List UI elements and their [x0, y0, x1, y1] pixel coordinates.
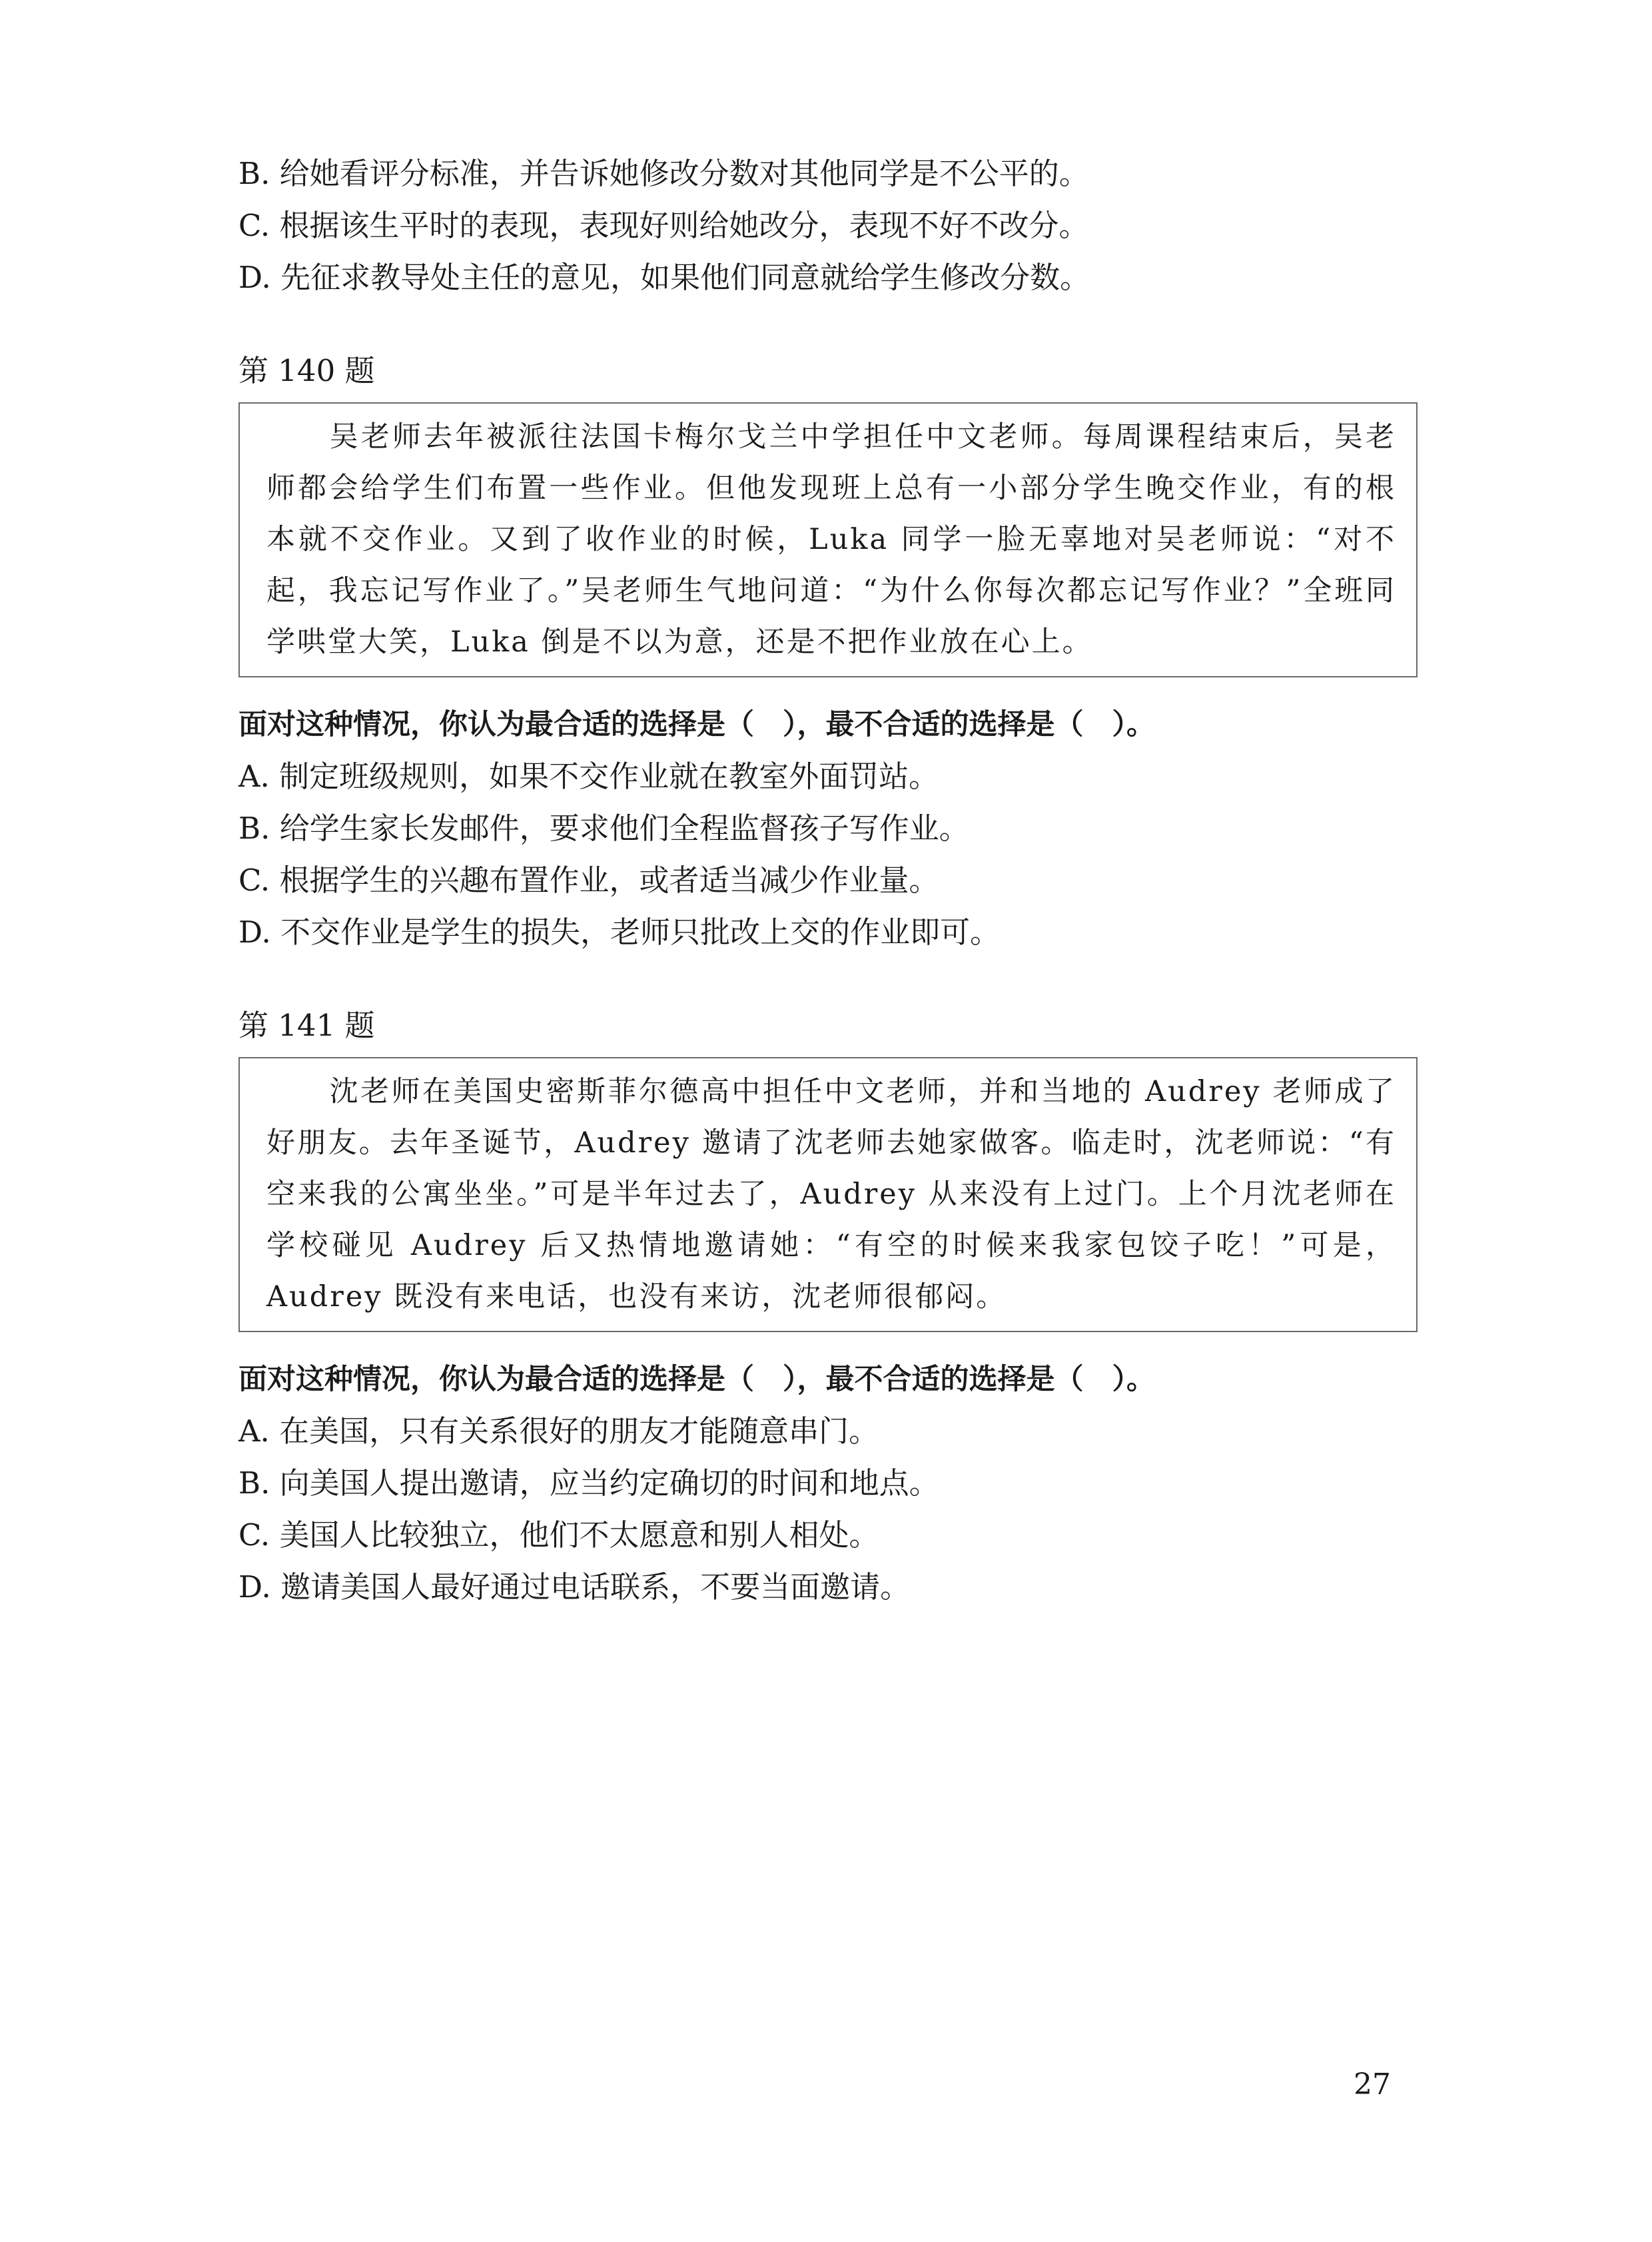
option-c: C. 根据学生的兴趣布置作业，或者适当减少作业量。	[238, 863, 939, 898]
option-a: A. 制定班级规则，如果不交作业就在教室外面罚站。	[238, 759, 939, 794]
page-number: 27	[1354, 2067, 1391, 2101]
option-d: D. 邀请美国人最好通过电话联系，不要当面邀请。	[238, 1569, 911, 1605]
previous-question-options	[238, 148, 1418, 304]
question-prompt: 面对这种情况，你认为最合适的选择是（ ），最不合适的选择是（ ）。	[238, 1363, 1155, 1396]
passage-text: 沈老师在美国史密斯菲尔德高中担任中文老师，并和当地的 Audrey 老师成了好朋友。去年圣诞节，Audrey 邀请了沈老师去她家做客。临走时，沈老师说：“有空来我的公寓坐坐。”可是半年过去了，Audrey 从来没有上过门。上个月沈老师在学校碰见 Audrey 后又热情地邀请她：“有空的时候来我家包饺子吃！”可是，Audrey 既没有来电话，也没有来访，沈老师很郁闷。	[266, 1075, 1396, 1313]
option-d: D. 先征求教导处主任的意见，如果他们同意就给学生修改分数。	[238, 260, 1090, 295]
option-c: C. 根据该生平时的表现，表现好则给她改分，表现不好不改分。	[238, 208, 1089, 243]
question-passage	[238, 1057, 1418, 1332]
question-title: 第 141 题	[238, 1008, 375, 1043]
option-b: B. 给她看评分标准，并告诉她修改分数对其他同学是不公平的。	[238, 156, 1089, 191]
option-a: A. 在美国，只有关系很好的朋友才能随意串门。	[238, 1413, 879, 1449]
option-b: B. 向美国人提出邀请，应当约定确切的时间和地点。	[238, 1465, 939, 1501]
page-content	[238, 148, 1418, 1613]
question-141	[238, 1000, 1418, 1613]
question-passage	[238, 402, 1418, 677]
question-140	[238, 345, 1418, 958]
question-title: 第 140 题	[238, 353, 375, 388]
passage-text: 吴老师去年被派往法国卡梅尔戈兰中学担任中文老师。每周课程结束后，吴老师都会给学生们布置一些作业。但他发现班上总有一小部分学生晚交作业，有的根本就不交作业。又到了收作业的时候，Luka 同学一脸无辜地对吴老师说：“对不起，我忘记写作业了。”吴老师生气地问道：“为什么你每次都忘记写作业？”全班同学哄堂大笑，Luka 倒是不以为意，还是不把作业放在心上。	[266, 420, 1396, 659]
question-prompt: 面对这种情况，你认为最合适的选择是（ ），最不合适的选择是（ ）。	[238, 708, 1155, 741]
option-c: C. 美国人比较独立，他们不太愿意和别人相处。	[238, 1517, 879, 1553]
option-d: D. 不交作业是学生的损失，老师只批改上交的作业即可。	[238, 915, 1001, 950]
option-b: B. 给学生家长发邮件，要求他们全程监督孩子写作业。	[238, 811, 969, 846]
